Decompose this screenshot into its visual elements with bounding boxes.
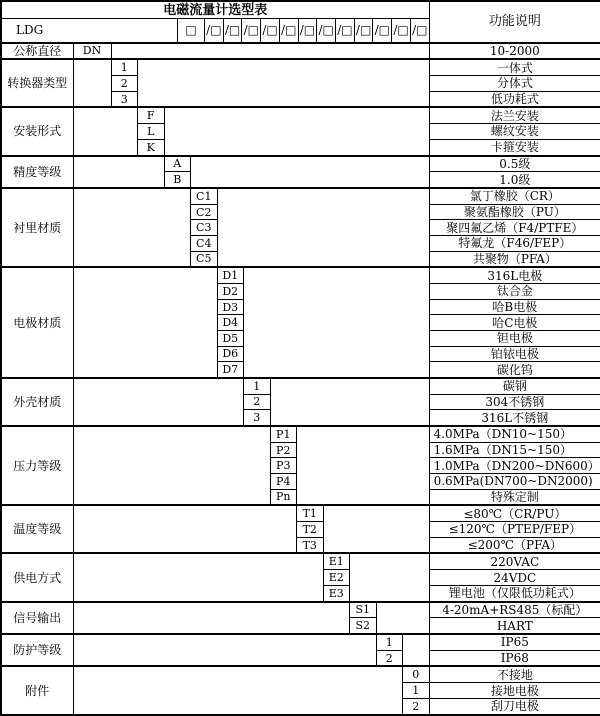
title-row: [1, 1, 600, 19]
description-cell: IP65: [429, 634, 600, 650]
table-row: [1, 666, 600, 682]
code-cell: Pn: [270, 489, 297, 505]
description-cell: 316L不锈钢: [429, 410, 600, 426]
empty-cell: [73, 188, 191, 267]
description-cell: 锂电池（仅限低功耗式）: [429, 585, 600, 601]
code-cell: D1: [217, 267, 244, 283]
table-row: [1, 156, 600, 172]
model-slash-box: /□: [299, 19, 318, 42]
description-cell: 法兰安装: [429, 107, 600, 123]
category-label: 防护等级: [1, 634, 73, 666]
empty-cell: [270, 378, 429, 426]
table-row: [1, 505, 600, 521]
table-body: [1, 1, 600, 715]
code-cell: DN: [73, 43, 111, 60]
description-cell: 卡箍安装: [429, 139, 600, 155]
description-cell: 钛合金: [429, 284, 600, 300]
table-row: [1, 59, 600, 75]
category-label: 附件: [1, 666, 73, 715]
description-cell: 1.6MPa（DN15~150）: [429, 442, 600, 458]
description-cell: 特殊定制: [429, 489, 600, 505]
category-label: 外壳材质: [1, 378, 73, 426]
model-slash-box: /□: [392, 19, 411, 42]
code-cell: S1: [350, 602, 377, 618]
description-cell: 聚氨酯橡胶（PU）: [429, 204, 600, 220]
code-cell: 2: [111, 76, 138, 92]
table-row: [1, 553, 600, 569]
model-slash-box: /□: [355, 19, 374, 42]
description-cell: 螺纹安装: [429, 124, 600, 140]
code-cell: E1: [323, 553, 350, 569]
function-description-header: 功能说明: [429, 1, 600, 43]
category-label: 供电方式: [1, 553, 73, 601]
table-row: [1, 43, 600, 60]
model-slash-box: /□: [280, 19, 299, 42]
empty-cell: [73, 553, 323, 601]
model-slash-box: /□: [412, 23, 428, 38]
code-cell: E3: [323, 585, 350, 601]
empty-cell: [350, 553, 430, 601]
table-row: [1, 634, 600, 650]
description-cell: 碳钢: [429, 378, 600, 394]
code-cell: D4: [217, 315, 244, 331]
model-slash-box: /□: [224, 19, 243, 42]
code-cell: E2: [323, 570, 350, 586]
description-cell: 碳化钨: [429, 362, 600, 378]
category-label: 压力等级: [1, 426, 73, 505]
code-cell: D2: [217, 284, 244, 300]
description-cell: 1.0级: [429, 172, 600, 188]
description-cell: 低功耗式: [429, 91, 600, 107]
empty-cell: [73, 156, 164, 188]
empty-cell: [323, 505, 429, 553]
code-cell: C1: [191, 188, 218, 204]
empty-cell: [376, 602, 429, 634]
category-label: 转换器类型: [1, 59, 73, 107]
description-cell: 共聚物（PFA）: [429, 251, 600, 267]
description-cell: HART: [429, 618, 600, 634]
code-cell: A: [164, 156, 191, 172]
description-cell: 4.0MPa（DN10~150）: [429, 426, 600, 442]
code-cell: C2: [191, 204, 218, 220]
code-cell: 1: [244, 378, 271, 394]
table-row: [1, 267, 600, 283]
code-cell: S2: [350, 618, 377, 634]
code-cell: C4: [191, 235, 218, 251]
empty-cell: [73, 107, 138, 155]
empty-cell: [73, 505, 297, 553]
description-cell: 0.6MPa(DN700~DN2000): [429, 474, 600, 490]
empty-cell: [73, 602, 350, 634]
code-cell: P2: [270, 442, 297, 458]
description-cell: 哈C电极: [429, 315, 600, 331]
category-label: 安装形式: [1, 107, 73, 155]
empty-cell: [297, 426, 430, 505]
category-label: 精度等级: [1, 156, 73, 188]
empty-cell: [73, 666, 403, 715]
description-cell: 220VAC: [429, 553, 600, 569]
empty-cell: [73, 634, 376, 666]
description-cell: 铂铱电极: [429, 346, 600, 362]
model-prefix: LDG: [2, 19, 178, 42]
code-cell: T3: [297, 537, 324, 553]
code-cell: D7: [217, 362, 244, 378]
model-slash-box: /□: [242, 19, 261, 42]
description-cell: 氯丁橡胶（CR）: [429, 188, 600, 204]
category-label: 衬里材质: [1, 188, 73, 267]
code-cell: T1: [297, 505, 324, 521]
code-cell: 2: [376, 650, 403, 666]
description-cell: 24VDC: [429, 570, 600, 586]
code-cell: F: [138, 107, 165, 123]
table-title: 电磁流量计选型表: [1, 1, 429, 19]
code-cell: D3: [217, 299, 244, 315]
empty-cell: [138, 59, 430, 107]
code-cell: 1: [376, 634, 403, 650]
code-cell: D5: [217, 330, 244, 346]
code-cell: L: [138, 124, 165, 140]
code-cell: K: [138, 139, 165, 155]
code-cell: 3: [244, 410, 271, 426]
code-cell: 3: [111, 91, 138, 107]
code-cell: C3: [191, 220, 218, 236]
code-cell: B: [164, 172, 191, 188]
description-cell: 316L电极: [429, 267, 600, 283]
code-cell: 0: [403, 666, 430, 682]
code-cell: 1: [111, 59, 138, 75]
description-cell: 聚四氟乙烯（F4/PTFE）: [429, 220, 600, 236]
description-cell: 钽电极: [429, 330, 600, 346]
model-slash-box: /□: [205, 19, 224, 42]
table-row: [1, 378, 600, 394]
code-cell: P4: [270, 474, 297, 490]
description-cell: 一体式: [429, 59, 600, 75]
description-cell: 0.5级: [429, 156, 600, 172]
empty-cell: [111, 43, 429, 60]
category-label: 公称直径: [1, 43, 73, 60]
description-cell: ≤200℃（PFA）: [429, 537, 600, 553]
description-cell: IP68: [429, 650, 600, 666]
description-cell: 1.0MPa（DN200~DN600）: [429, 458, 600, 474]
empty-cell: [403, 634, 430, 666]
code-cell: P3: [270, 458, 297, 474]
model-code-strip: [2, 19, 429, 42]
model-slash-box: /□: [336, 19, 355, 42]
empty-cell: [244, 267, 430, 378]
description-cell: 4-20mA+RS485（标配）: [429, 602, 600, 618]
empty-cell: [164, 107, 429, 155]
model-first-box: □: [178, 19, 205, 42]
description-cell: 哈B电极: [429, 299, 600, 315]
description-cell: 分体式: [429, 76, 600, 92]
description-cell: 接地电极: [429, 683, 600, 699]
code-cell: C5: [191, 251, 218, 267]
description-cell: 304不锈钢: [429, 394, 600, 410]
code-cell: 2: [244, 394, 271, 410]
code-cell: P1: [270, 426, 297, 442]
description-cell: 特氟龙（F46/FEP）: [429, 235, 600, 251]
table-row: [1, 188, 600, 204]
code-cell: D6: [217, 346, 244, 362]
empty-cell: [191, 156, 430, 188]
empty-cell: [73, 426, 270, 505]
model-slash-box: /□: [317, 19, 336, 42]
description-cell: 10-2000: [429, 43, 600, 60]
model-slash-box: /□: [373, 19, 392, 42]
category-label: 电极材质: [1, 267, 73, 378]
code-cell: T2: [297, 522, 324, 538]
code-cell: 2: [403, 698, 430, 715]
empty-cell: [217, 188, 429, 267]
category-label: 信号输出: [1, 602, 73, 634]
code-cell: 1: [403, 683, 430, 699]
description-cell: ≤120℃（PTEP/FEP）: [429, 522, 600, 538]
empty-cell: [73, 59, 111, 107]
table-row: [1, 426, 600, 442]
model-slash-box: /□: [261, 19, 280, 42]
empty-cell: [73, 378, 244, 426]
category-label: 温度等级: [1, 505, 73, 553]
empty-cell: [73, 267, 217, 378]
table-row: [1, 602, 600, 618]
description-cell: 刮刀电极: [429, 698, 600, 715]
description-cell: ≤80℃（CR/PU）: [429, 505, 600, 521]
description-cell: 不接地: [429, 666, 600, 682]
table-row: [1, 107, 600, 123]
